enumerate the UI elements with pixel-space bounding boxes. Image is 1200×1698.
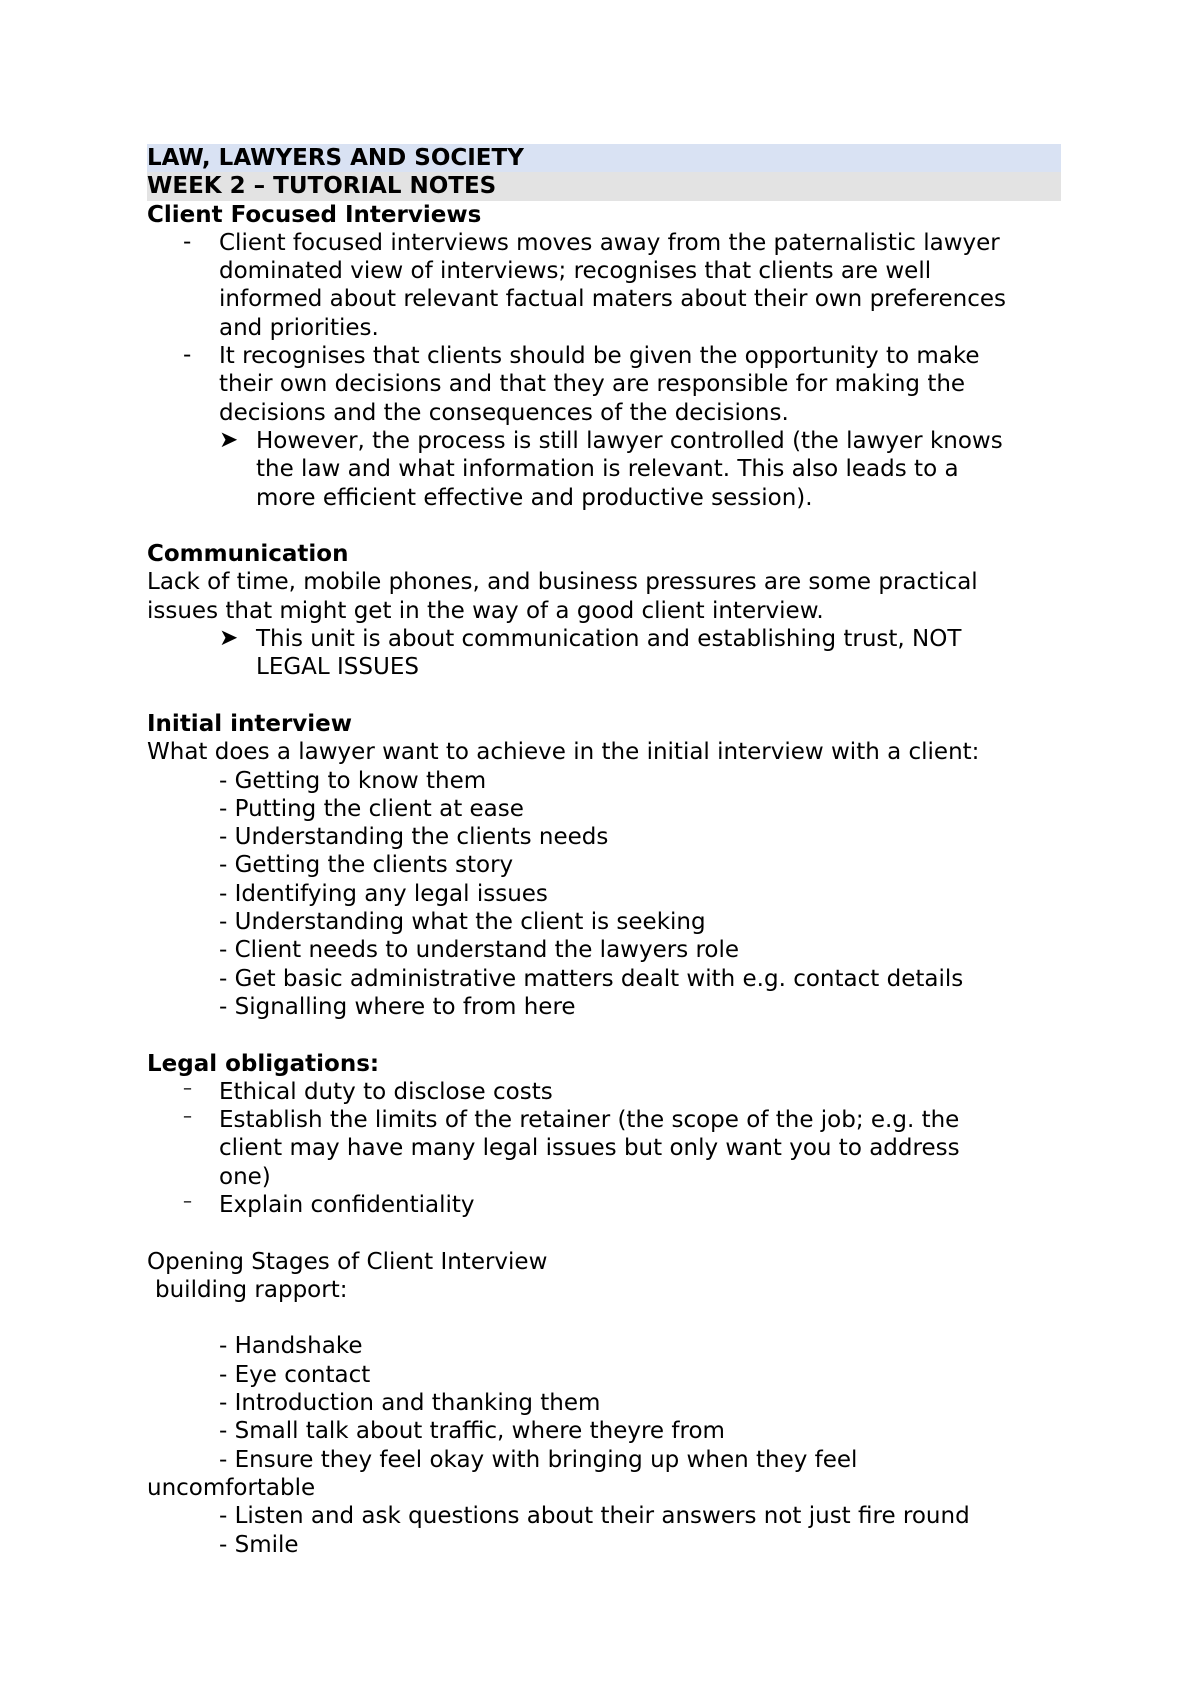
list-item: - Getting the clients story [219,852,514,879]
section-heading-client-focused: Client Focused Interviews [147,201,482,228]
list-item: – Explain confidentiality [183,1190,475,1218]
dash-bullet: – [183,1106,192,1128]
dash-bullet: – [183,1190,192,1212]
list-item: - Handshake [219,1333,363,1360]
document-subtitle: WEEK 2 – TUTORIAL NOTES [147,172,1061,200]
list-item: - Signalling where to from here [219,993,576,1020]
paragraph-line: What does a lawyer want to achieve in the initial interview with a client: [147,739,980,766]
subheading-building-rapport: building rapport: [155,1276,348,1303]
list-item: - Client needs to understand the lawyers role [219,937,740,964]
list-item: – Ethical duty to disclose costs [183,1077,553,1105]
section-heading-opening-stages: Opening Stages of Client Interview [147,1248,548,1275]
list-item-continuation: uncomfortable [147,1474,316,1501]
arrow-bullet-icon: ➤ [219,625,239,652]
list-item: - Get basic administrative matters dealt with e.g. contact details [219,965,964,992]
list-item: - Ensure they feel okay with bringing up when they feel [219,1446,858,1473]
sub-list-item: ➤ This unit is about communication and establishing trust, NOT LEGAL ISSUES [219,625,962,681]
list-item: - Getting to know them [219,767,487,794]
paragraph-line: Lack of time, mobile phones, and business pressures are some practical [147,569,978,596]
list-item: - Understanding the clients needs [219,824,609,851]
dash-bullet: - [183,342,192,369]
list-item: – Establish the limits of the retainer (the scope of the job; e.g. the client may have many legal issues but only want you to address one) [183,1106,960,1190]
list-item: - Understanding what the client is seeking [219,909,706,936]
list-item: - Smile [219,1531,299,1558]
section-heading-initial-interview: Initial interview [147,710,353,737]
arrow-bullet-icon: ➤ [219,426,239,453]
document-title: LAW, LAWYERS AND SOCIETY [147,144,1061,172]
list-item: - Introduction and thanking them [219,1390,601,1417]
list-item: - Identifying any legal issues [219,880,548,907]
list-item: - It recognises that clients should be given the opportunity to make their own decisions and that they are responsible for making the decisions and the consequences of the decisions. [183,342,980,426]
list-item: - Listen and ask questions about their answers not just fire round [219,1503,970,1530]
paragraph-line: issues that might get in the way of a good client interview. [147,597,824,624]
sub-list-item: ➤ However, the process is still lawyer controlled (the lawyer knows the law and what information is relevant. This also leads to a more efficient effective and productive session). [219,426,1003,511]
dash-bullet: – [183,1077,192,1099]
section-heading-legal-obligations: Legal obligations: [147,1050,380,1077]
section-heading-communication: Communication [147,541,349,568]
dash-bullet: - [183,228,192,255]
list-item: - Eye contact [219,1361,371,1388]
list-item: - Client focused interviews moves away from the paternalistic lawyer dominated view of interviews; recognises that clients are well informed about relevant factual maters about their own preferences and priorities. [183,228,1006,341]
document-page [147,144,1061,1559]
list-item: - Putting the client at ease [219,795,524,822]
list-item: - Small talk about traffic, where theyre from [219,1418,725,1445]
